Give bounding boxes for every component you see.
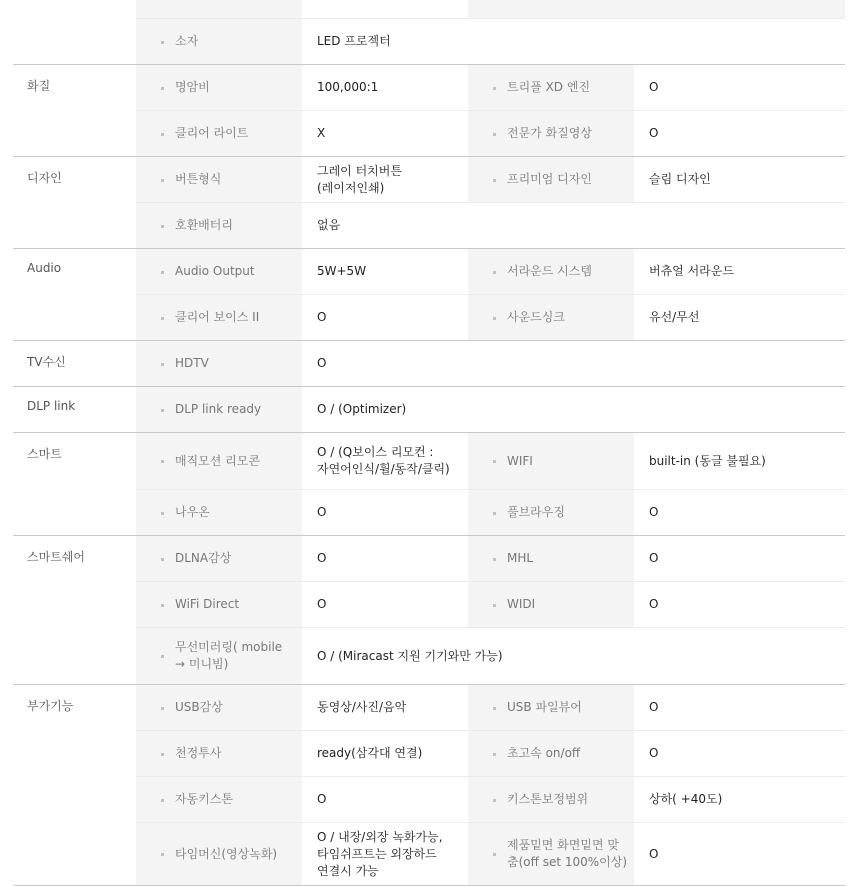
spec-label: 명암비 — [136, 65, 302, 110]
spec-value: 100,000:1 — [317, 80, 379, 94]
spec-value: O — [649, 551, 659, 565]
spec-value — [634, 341, 845, 386]
spec-row — [136, 685, 845, 730]
spec-row — [136, 0, 845, 18]
spec-section — [13, 157, 845, 249]
spec-row — [136, 627, 845, 684]
spec-category: TV수신 — [27, 355, 66, 369]
spec-value: 5W+5W — [317, 264, 367, 278]
spec-row — [136, 202, 845, 248]
empty-cell — [468, 0, 634, 18]
bullet-icon — [161, 707, 164, 710]
bullet-icon — [161, 409, 164, 412]
spec-label: 전문가 화질영상 — [468, 111, 634, 156]
spec-section — [13, 249, 845, 341]
spec-table — [13, 0, 845, 886]
bullet-icon — [161, 87, 164, 90]
spec-label: 키스톤보정범위 — [468, 777, 634, 822]
spec-value: 버츄얼 서라운드 — [649, 264, 734, 278]
spec-value: X — [317, 126, 326, 140]
spec-label: 클리어 보이스 II — [136, 295, 302, 340]
spec-label: 서라운드 시스템 — [468, 249, 634, 294]
bullet-icon — [161, 558, 164, 561]
spec-section — [13, 685, 845, 886]
bullet-icon — [161, 512, 164, 515]
bullet-icon — [493, 512, 496, 515]
spec-label: 풀브라우징 — [468, 490, 634, 535]
spec-label: WiFi Direct — [136, 582, 302, 627]
spec-value — [634, 0, 845, 18]
spec-label: 호환배터리 — [136, 203, 302, 248]
spec-category: Audio — [27, 261, 62, 275]
spec-value: O / 내장/외장 녹화가능, 타임쉬프트는 외장하드 연결시 가능 — [317, 829, 443, 878]
spec-value: O — [649, 746, 659, 760]
spec-value: 그레이 터치버튼 (레이저인쇄) — [317, 163, 402, 195]
spec-section — [13, 341, 845, 387]
bullet-icon — [493, 271, 496, 274]
spec-label: 사운드싱크 — [468, 295, 634, 340]
spec-value: 슬림 디자인 — [649, 172, 711, 186]
spec-category: DLP link — [27, 399, 76, 413]
spec-row — [136, 387, 845, 432]
spec-value: O — [649, 126, 659, 140]
bullet-icon — [161, 317, 164, 320]
spec-row — [136, 65, 845, 110]
spec-value: 유선/무선 — [649, 310, 700, 324]
spec-label: MHL — [468, 536, 634, 581]
spec-value: O / (Optimizer) — [317, 402, 407, 416]
bullet-icon — [493, 460, 496, 463]
spec-value — [634, 203, 845, 248]
spec-row — [136, 18, 845, 64]
bullet-icon — [493, 317, 496, 320]
spec-row — [136, 536, 845, 581]
bullet-icon — [161, 363, 164, 366]
spec-row — [136, 433, 845, 489]
bullet-icon — [161, 41, 164, 44]
bullet-icon — [493, 558, 496, 561]
spec-category — [13, 0, 136, 64]
bullet-icon — [161, 799, 164, 802]
spec-row — [136, 581, 845, 627]
spec-category: 화질 — [27, 79, 51, 93]
spec-label: 초고속 on/off — [468, 731, 634, 776]
spec-label: WIDI — [468, 582, 634, 627]
bullet-icon — [161, 753, 164, 756]
spec-section — [13, 65, 845, 157]
spec-value: O — [317, 597, 327, 611]
bullet-icon — [161, 460, 164, 463]
spec-value: O — [649, 846, 659, 861]
bullet-icon — [161, 853, 164, 856]
spec-label: Audio Output — [136, 249, 302, 294]
spec-label: 무선미러링( mobile → 미니빔) — [136, 628, 302, 684]
empty-cell — [468, 341, 634, 386]
spec-value: O / (Miracast 지원 기기와만 가능) — [317, 648, 503, 663]
bullet-icon — [493, 133, 496, 136]
spec-category: 스마트쉐어 — [27, 550, 85, 564]
spec-label: 나우온 — [136, 490, 302, 535]
spec-label: DLNA감상 — [136, 536, 302, 581]
spec-category: 디자인 — [27, 171, 62, 185]
spec-label: 소자 — [136, 19, 302, 64]
spec-label: 제품밑면 화면밑면 맞 춤(off set 100%이상) — [468, 823, 634, 885]
spec-value: 없음 — [317, 218, 341, 232]
spec-label: WIFI — [468, 433, 634, 489]
spec-label: 프리미엄 디자인 — [468, 157, 634, 202]
bullet-icon — [493, 604, 496, 607]
spec-label — [136, 0, 302, 18]
spec-label: 자동키스톤 — [136, 777, 302, 822]
spec-row — [136, 157, 845, 202]
spec-row — [136, 489, 845, 535]
empty-cell — [468, 203, 634, 248]
spec-value: built-in (동글 불필요) — [649, 453, 766, 468]
spec-label: DLP link ready — [136, 387, 302, 432]
bullet-icon — [161, 133, 164, 136]
spec-section — [13, 387, 845, 433]
spec-category: 스마트 — [27, 447, 62, 461]
spec-value: LED 프로젝터 — [317, 34, 391, 48]
spec-category: 부가기능 — [27, 699, 74, 713]
spec-value: O — [317, 356, 327, 370]
spec-label: USB 파일뷰어 — [468, 685, 634, 730]
spec-label: 매직모션 리모콘 — [136, 433, 302, 489]
spec-value: O — [317, 505, 327, 519]
spec-label: 버튼형식 — [136, 157, 302, 202]
bullet-icon — [493, 707, 496, 710]
spec-value: O / (Q보이스 리모컨 : 자연어인식/휠/동작/클릭) — [317, 445, 450, 476]
spec-row — [136, 776, 845, 822]
spec-value — [302, 0, 468, 18]
spec-value: ready(삼각대 연결) — [317, 746, 423, 760]
empty-cell — [468, 19, 634, 64]
spec-row — [136, 822, 845, 885]
spec-value: 상하( +40도) — [649, 792, 723, 806]
bullet-icon — [493, 853, 496, 856]
spec-value: 동영상/사진/음악 — [317, 700, 407, 714]
spec-row — [136, 294, 845, 340]
spec-row — [136, 110, 845, 156]
spec-value: O — [649, 80, 659, 94]
bullet-icon — [493, 753, 496, 756]
bullet-icon — [493, 179, 496, 182]
bullet-icon — [161, 225, 164, 228]
spec-value: O — [649, 700, 659, 714]
spec-section — [13, 433, 845, 536]
spec-label: 타임머신(영상녹화) — [136, 823, 302, 885]
spec-row — [136, 249, 845, 294]
spec-value — [634, 19, 845, 64]
bullet-icon — [493, 87, 496, 90]
spec-label: 클리어 라이트 — [136, 111, 302, 156]
bullet-icon — [161, 271, 164, 274]
spec-row — [136, 730, 845, 776]
spec-section — [13, 0, 845, 65]
bullet-icon — [161, 604, 164, 607]
bullet-icon — [161, 179, 164, 182]
spec-label: HDTV — [136, 341, 302, 386]
spec-label: 천정투사 — [136, 731, 302, 776]
spec-label: USB감상 — [136, 685, 302, 730]
spec-value: O — [317, 792, 327, 806]
spec-label: 트리플 XD 엔진 — [468, 65, 634, 110]
bullet-icon — [161, 655, 164, 658]
spec-value: O — [649, 597, 659, 611]
spec-value: O — [317, 551, 327, 565]
bullet-icon — [493, 799, 496, 802]
spec-value: O — [317, 310, 327, 324]
spec-value: O — [649, 505, 659, 519]
spec-row — [136, 341, 845, 386]
spec-section — [13, 536, 845, 685]
